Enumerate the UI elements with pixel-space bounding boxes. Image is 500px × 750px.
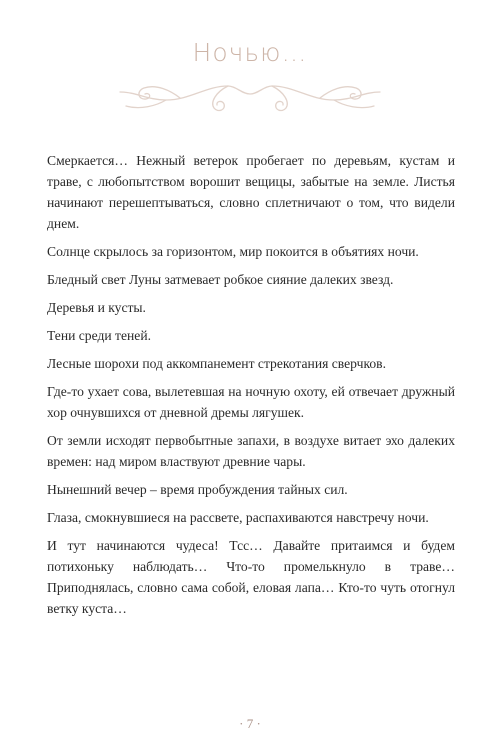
flourish-ornament-icon (110, 72, 390, 116)
paragraph: Лесные шорохи под аккомпанемент стрекотания сверчков. (47, 356, 386, 371)
paragraph: Где-то ухает сова, вылетевшая на ночную охоту, ей отвечает дружный хор очнувшихся от дневной дремы лягушек. (47, 384, 455, 420)
paragraph: От земли исходят первобытные запахи, в воздухе витает эхо далеких времен: над миром властвуют древние чары. (47, 433, 455, 469)
chapter-title: Ночью… (192, 38, 308, 67)
paragraph: Солнце скрылось за горизонтом, мир покоится в объятиях ночи. (47, 244, 419, 259)
paragraph: Бледный свет Луны затмевает робкое сияние далеких звезд. (47, 272, 394, 287)
paragraph: Деревья и кусты. (47, 300, 146, 315)
paragraph: Тени среди теней. (47, 328, 151, 343)
body-text (47, 150, 455, 626)
paragraph: Глаза, смокнувшиеся на рассвете, распахиваются навстречу ночи. (47, 510, 429, 525)
paragraph: Смеркается… Нежный ветерок пробегает по деревьям, кустам и траве, с любопытством ворошит вещицы, забытые на земле. Листья начинают перешептываться, словно сплетничают о том, что видели днем. (47, 153, 455, 231)
paragraph: Нынешний вечер – время пробуждения тайных сил. (47, 482, 348, 497)
page-number: · 7 · (239, 716, 261, 731)
paragraph: И тут начинаются чудеса! Тсс… Давайте притаимся и будем потихоньку наблюдать… Что-то промелькнуло в траве… Приподнялась, словно сама собой, еловая лапа… Кто-то чуть отогнул ветку куста… (47, 538, 455, 616)
